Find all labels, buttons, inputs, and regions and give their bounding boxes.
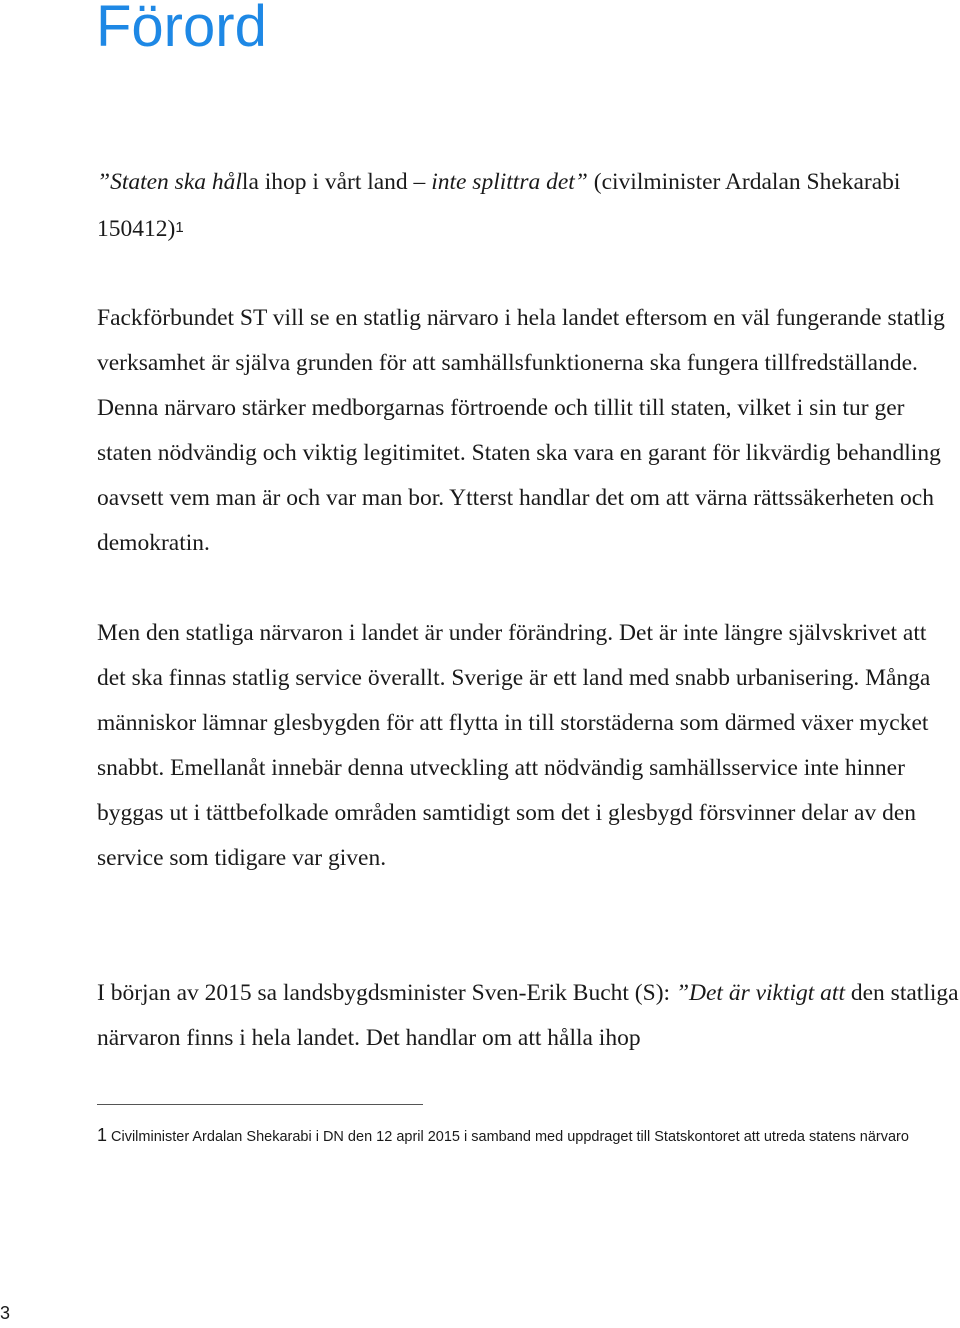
paragraph-3-plain: I början av 2015 sa landsbygdsminister Sven-Erik Bucht (S): [97,980,676,1006]
paragraph-2: Men den statliga närvaron i landet är under förändring. Det är inte längre självskrivet att det ska finnas statlig service överallt. Sverige är ett land med snabb urbanisering. Många människor lämnar glesbygden för att flytta in till storstäderna som därmed växer mycket snabbt. Emellanåt innebär denna utveckling att nödvändig samhällsservice inte hinner byggas ut i tättbefolkade områden samtidigt som det i glesbygd försvinner delar av den service som tidigare var given. [97,620,931,871]
paragraph-3-rest: den statliga närvaron finns i hela landet. Det handlar om att hålla ihop [97,980,959,1051]
page-heading: Förord [96,0,267,59]
paragraph-1: Fackförbundet ST vill se en statlig närvaro i hela landet eftersom en väl fungerande statlig verksamhet är själva grunden för att samhällsfunktionerna ska fungera tillfredställande. Denna närvaro stärker medborgarnas förtroende och tillit till staten, vilket i sin tur ger staten nödvändig och viktig legitimitet. Staten ska vara en garant för likvärdig behandling oavsett vem man är och var man bor. Ytterst handlar det om att värna rättssäkerheten och demokratin. [97,305,945,556]
paragraph-3-italic: ”Det är viktigt att [675,980,845,1006]
paragraph-3 [97,971,959,1061]
footnote-text: Civilminister Ardalan Shekarabi i DN den 12 april 2015 i samband med uppdraget till Statskontoret att utreda statens närvaro [111,1129,909,1145]
quote-part-plain-2: (civilminister Ardalan Shekarabi 150412) [97,169,901,242]
quote-part-plain-1: la ihop i vårt land – [241,169,432,195]
quote-part-italic-2: inte splittra det” [431,169,588,195]
quote-part-italic-1: ”Staten ska hål [97,169,242,195]
footnote-number: 1 [97,1125,108,1145]
opening-quote [97,160,959,252]
footnote-reference[interactable]: 1 [175,219,184,236]
footnote [97,1124,927,1148]
footnote-divider [97,1104,423,1105]
page-number: 3 [0,1303,11,1323]
